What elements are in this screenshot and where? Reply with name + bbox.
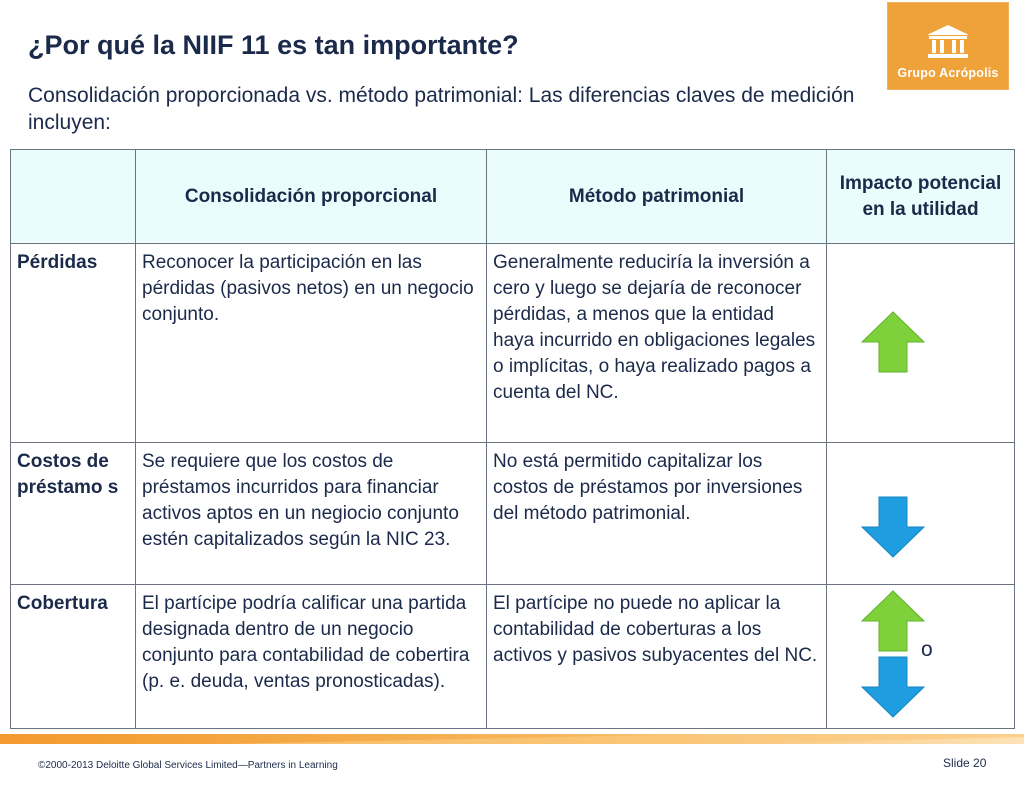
cell-patrimonial: El partícipe no puede no aplicar la contabilidad de coberturas a los activos y pasivos subyacentes del NC.	[487, 585, 827, 729]
header-impacto: Impacto potencial en la utilidad	[827, 150, 1015, 244]
slide-subtitle: Consolidación proporcionada vs. método patrimonial: Las diferencias claves de medición incluyen:	[28, 84, 855, 134]
row-label-cobertura: Cobertura	[11, 585, 136, 729]
cell-impact	[827, 244, 1015, 443]
logo-text: Grupo Acrópolis	[897, 66, 999, 80]
logo	[887, 2, 1009, 90]
header-proporcional: Consolidación proporcional	[136, 150, 487, 244]
slide-number: Slide 20	[943, 756, 987, 770]
cell-patrimonial: Generalmente reduciría la inversión a cero y luego se dejaría de reconocer pérdidas, a menos que la entidad haya incurrido en obligaciones legales o implícitas, o haya realizado pagos a cuenta del NC.	[487, 244, 827, 443]
arrow-down-icon	[860, 655, 926, 719]
table-row	[11, 443, 1015, 585]
arrow-up-icon	[860, 310, 926, 374]
table-row	[11, 585, 1015, 729]
row-label-perdidas: Pérdidas	[11, 244, 136, 443]
building-columns-icon	[925, 24, 971, 60]
table-row	[11, 244, 1015, 443]
cell-impact	[827, 443, 1015, 585]
copyright-text: ©2000-2013 Deloitte Global Services Limited—Partners in Learning	[38, 760, 338, 771]
cell-proporcional: Se requiere que los costos de préstamos incurridos para financiar activos aptos en un negiocio conjunto estén capitalizados según la NIC 23.	[136, 443, 487, 585]
cell-proporcional: Reconocer la participación en las pérdidas (pasivos netos) en un negocio conjunto.	[136, 244, 487, 443]
header-patrimonial: Método patrimonial	[487, 150, 827, 244]
cell-patrimonial: No está permitido capitalizar los costos de préstamos por inversiones del método patrimonial.	[487, 443, 827, 585]
slide-title: ¿Por qué la NIIF 11 es tan importante?	[28, 30, 519, 60]
arrow-down-icon	[860, 495, 926, 559]
header-corner	[11, 150, 136, 244]
impact-connector: o	[921, 638, 933, 661]
comparison-table	[10, 149, 1015, 729]
arrow-up-icon	[860, 589, 926, 653]
cell-proporcional: El partícipe podría calificar una partida designada dentro de un negocio conjunto para contabilidad de cobertira (p. e. deuda, ventas pronosticadas).	[136, 585, 487, 729]
cell-impact	[827, 585, 1015, 729]
row-label-costos: Costos de préstamo s	[11, 443, 136, 585]
